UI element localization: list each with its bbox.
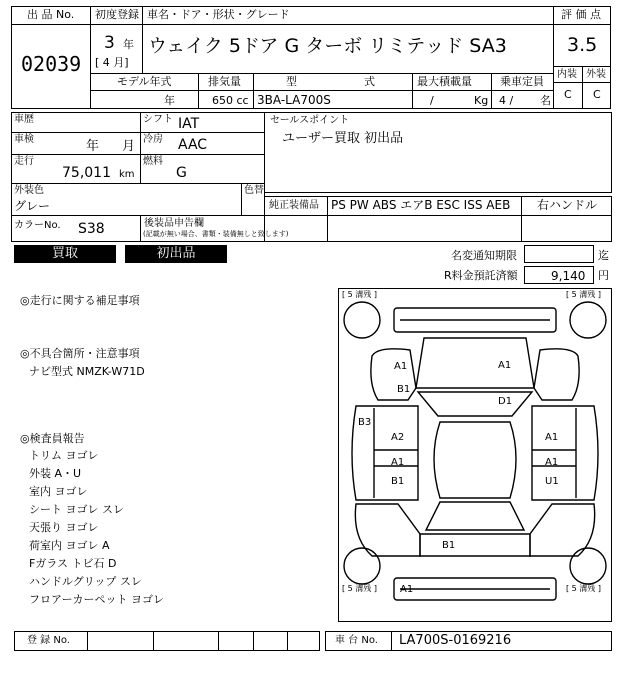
chassis-number: LA700S-0169216 <box>399 633 512 648</box>
inspector-label: ◎検査員報告 <box>20 432 85 445</box>
type-label-2: 式 <box>364 75 375 88</box>
score-label: 評 価 点 <box>561 8 601 21</box>
fuel-value: G <box>176 165 187 181</box>
sales-point-text: ユーザー買取 初出品 <box>282 131 404 146</box>
damage-mark: D1 <box>498 396 513 407</box>
interior-label: 内装 <box>557 69 577 80</box>
lot-label: 出 品 No. <box>27 8 75 21</box>
first-reg-label: 初度登録 <box>95 8 139 21</box>
max-load-label: 最大積載量 <box>417 75 472 88</box>
color-no-value: S38 <box>78 221 105 237</box>
type-label: 型 <box>286 75 297 88</box>
exterior-color-label: 外装色 <box>14 185 44 196</box>
damage-mark: B1 <box>397 384 411 395</box>
displacement-label: 排気量 <box>208 75 241 88</box>
driving-notes-label: ◎走行に関する補足事項 <box>20 294 140 307</box>
inspector-item: 室内 ヨゴレ <box>29 485 88 498</box>
model-year-unit: 年 <box>164 94 175 107</box>
capacity-label: 乗車定員 <box>500 75 544 88</box>
ac-label: 冷房 <box>143 134 163 145</box>
model-year-label: モデル年式 <box>117 75 172 88</box>
defects-label: ◎不具合箇所・注意事項 <box>20 347 140 360</box>
ac-value: AAC <box>178 137 208 153</box>
year-unit: 年 <box>123 38 134 51</box>
tag-purchase: 買取 <box>14 245 116 263</box>
post-install-note: (記載が無い場合、書類・装備無しと致します) <box>143 230 289 238</box>
damage-mark: B1 <box>442 540 456 551</box>
inspection-month-unit: 月 <box>122 139 136 154</box>
inspector-item: 外装 A・U <box>29 467 82 480</box>
capacity-unit: 名 <box>540 94 551 107</box>
damage-mark: A1 <box>545 457 559 468</box>
capacity-value: 4 / <box>499 94 514 107</box>
wheel-rear-left <box>344 548 380 584</box>
damage-mark: A1 <box>545 432 559 443</box>
damage-mark: A1 <box>391 457 405 468</box>
chassis-label: 車 台 No. <box>335 635 378 646</box>
mileage-value: 75,011 <box>62 165 111 181</box>
fuel-label: 燃料 <box>143 156 163 167</box>
car-name: ウェイク 5ドア G ターボ リミテッド SA3 <box>148 35 507 57</box>
name-change-unit: 迄 <box>598 249 609 262</box>
inspector-item: Fガラス トビ石 D <box>29 557 117 570</box>
shift-label: シフト <box>143 114 173 125</box>
name-change-label: 名変通知期限 <box>451 249 517 262</box>
damage-mark: U1 <box>545 476 559 487</box>
wheel-front-left <box>344 302 380 338</box>
steering-value: 右ハンドル <box>537 198 598 212</box>
damage-mark: B3 <box>358 417 372 428</box>
inspector-item: フロアーカーペット ヨゴレ <box>29 593 164 606</box>
first-reg-year: 3 <box>104 33 115 53</box>
recycle-unit: 円 <box>598 269 609 282</box>
defects-text: ナビ型式 NMZK-W71D <box>29 365 145 378</box>
shift-value: IAT <box>178 116 200 132</box>
damage-mark: A1 <box>394 361 408 372</box>
interior-grade: C <box>564 88 572 101</box>
lot-number: 02039 <box>21 52 82 76</box>
tire-top-right-label: [ 5 溝残 ] <box>566 290 601 299</box>
type-value: 3BA-LA700S <box>257 93 331 107</box>
max-load-value: / <box>430 94 434 107</box>
damage-mark: B1 <box>391 476 405 487</box>
damage-mark: A1 <box>498 360 512 371</box>
inspector-item: 天張り ヨゴレ <box>29 521 99 534</box>
tag-first-listing: 初出品 <box>125 245 227 263</box>
car-name-label: 車名・ドア・形状・グレード <box>147 8 290 21</box>
inspector-item: ハンドルグリップ スレ <box>29 575 142 588</box>
mileage-label: 走行 <box>14 156 34 167</box>
tire-top-left-label: [ 5 溝残 ] <box>342 290 377 299</box>
color-no-label: カラーNo. <box>14 220 61 231</box>
repaint-label: 色替 <box>244 185 264 196</box>
tire-bottom-left-label: [ 5 溝残 ] <box>342 584 377 593</box>
name-change-field <box>524 245 594 263</box>
tire-bottom-right-label: [ 5 溝残 ] <box>566 584 601 593</box>
wheel-front-right <box>570 302 606 338</box>
wheel-rear-right <box>570 548 606 584</box>
genuine-value: PS PW ABS エアB ESC ISS AEB <box>331 198 511 212</box>
inspector-item: 荷室内 ヨゴレ A <box>29 539 110 552</box>
first-reg-month: [ 4 月] <box>95 56 129 69</box>
recycle-label: R料金預託済額 <box>444 269 518 282</box>
genuine-label: 純正装備品 <box>269 200 319 211</box>
max-load-unit: Kg <box>474 94 489 107</box>
post-install-label: 後装品申告欄 <box>144 218 204 229</box>
exterior-color-value: グレー <box>14 199 51 213</box>
displacement-value: 650 cc <box>212 94 249 107</box>
damage-mark: A2 <box>391 432 405 443</box>
mileage-unit: km <box>119 169 135 180</box>
inspector-item: シート ヨゴレ スレ <box>29 503 124 516</box>
inspection-label: 車検 <box>14 134 34 145</box>
recycle-value: 9,140 <box>551 269 586 283</box>
score-value: 3.5 <box>567 34 598 56</box>
inspection-year-unit: 年 <box>86 139 100 154</box>
inspector-item: トリム ヨゴレ <box>29 449 99 462</box>
exterior-label: 外装 <box>586 69 606 80</box>
sales-point-label: セールスポイント <box>270 115 350 126</box>
exterior-grade: C <box>593 88 601 101</box>
history-label: 車歴 <box>14 114 34 125</box>
damage-mark: A1 <box>400 584 414 595</box>
registration-label: 登 録 No. <box>27 635 70 646</box>
car-outline <box>338 288 612 622</box>
